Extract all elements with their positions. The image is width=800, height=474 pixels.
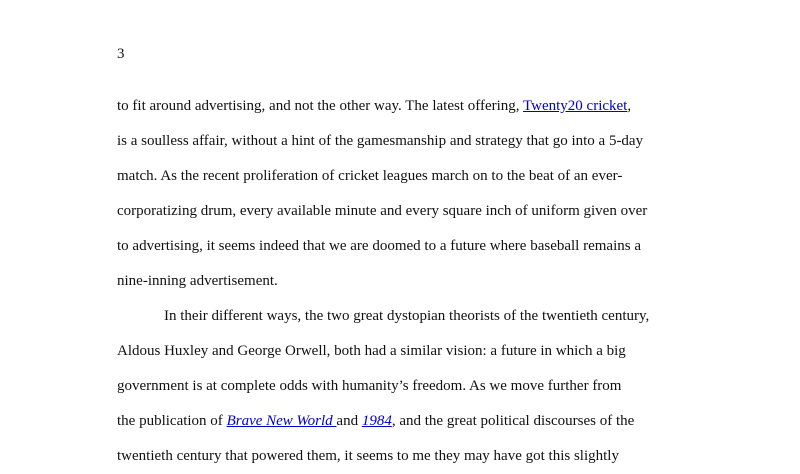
text-line-3: match. As the recent proliferation of cricket leagues march on to the beat of an ever-: [117, 168, 623, 184]
text-line-9: government is at complete odds with humanity’s freedom. As we move further from: [117, 378, 622, 394]
text-segment: to fit around advertising, and not the other way. The latest offering,: [117, 98, 524, 114]
body-text: [117, 89, 687, 474]
text-segment: , and the great political discourses of the: [391, 413, 635, 429]
text-line-8: Aldous Huxley and George Orwell, both had a similar vision: a future in which a big: [117, 343, 626, 359]
twenty20-cricket-link[interactable]: Twenty20 cricket: [523, 98, 628, 114]
text-line-5: to advertising, it seems indeed that we are doomed to a future where baseball remains a: [117, 238, 641, 254]
text-line-4: corporatizing drum, every available minute and every square inch of uniform given over: [117, 203, 648, 219]
brave-new-world-link[interactable]: Brave New World: [226, 413, 337, 429]
page-number: 3: [117, 46, 125, 62]
text-line-2: is a soulless affair, without a hint of the gamesmanship and strategy that go into a 5-day: [117, 133, 644, 149]
text-line-7: In their different ways, the two great dystopian theorists of the twentieth century,: [164, 308, 650, 324]
nineteen-eighty-four-link[interactable]: 1984: [361, 413, 392, 429]
text-line-10: [117, 404, 687, 439]
text-line-6: nine-inning advertisement.: [117, 273, 278, 289]
text-segment: and: [336, 413, 362, 429]
text-segment: the publication of: [117, 413, 227, 429]
text-segment: ,: [627, 98, 632, 114]
text-line-1: [117, 89, 687, 124]
text-line-11: twentieth century that powered them, it seems to me they may have got this slightly: [117, 448, 619, 464]
